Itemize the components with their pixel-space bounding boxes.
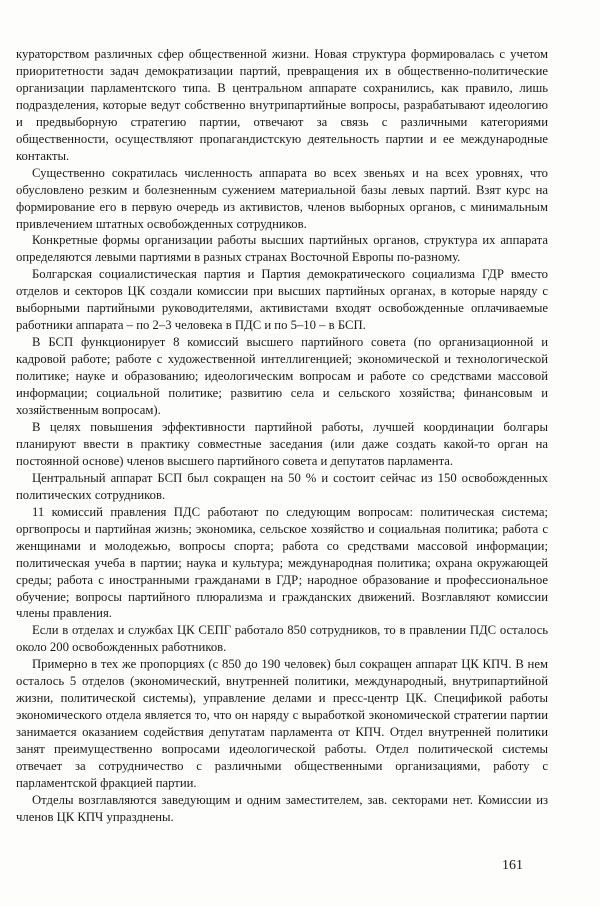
paragraph-10: Примерно в тех же пропорциях (с 850 до 190 человек) был сокращен аппарат ЦК КПЧ. В нем осталось 5 отделов (экономический, внутренней политики, международный, внутрипартийной жизни, политической системы), управление делами и пресс-центр ЦК. Спецификой работы экономического отдела является то, что он наряду с выработкой экономической стратегии партии занимается оказанием содействия депутатам парламента от КПЧ. Отдел внутренней политики занят преимущественно вопросами идеологической работы. Отдел политической системы отвечает за сотрудничество с различными общественными организациями, работу с парламентской фракцией партии. (16, 657, 548, 790)
paragraph-3: Конкретные формы организации работы высших партийных органов, структура их аппарата определяются левыми партиями в разных странах Восточной Европы по-разному. (16, 233, 548, 265)
paragraph-4: Болгарская социалистическая партия и Партия демократического социализма ГДР вместо отделов и секторов ЦК создали комиссии при высших партийных органах, в которые наряду с выборными партийными руководителями, активистами входят освобожденные оплачиваемые работники аппарата – по 2–3 человека в ПДС и по 5–10 – в БСП. (16, 267, 548, 333)
paragraph-5: В БСП функционирует 8 комиссий высшего партийного совета (по организационной и кадровой работе; работе с художественной интеллигенцией; экономической и технологической политике; науке и образованию; идеологическим вопросам и работе со средствами массовой информации; социальной политике; развитию села и сельского хозяйства; финансовым и хозяйственным вопросам). (16, 335, 548, 418)
paragraph-7: Центральный аппарат БСП был сокращен на 50 % и состоит сейчас из 150 освобожденных политических сотрудников. (16, 470, 548, 502)
body-text (16, 46, 548, 826)
page-number: 161 (502, 858, 523, 873)
paragraph-8: 11 комиссий правления ПДС работают по следующим вопросам: политическая система; оргвопросы и партийная жизнь; экономика, сельское хозяйство и социальная политика; работа с женщинами и молодежью, вопросы спорта; работа со средствами массовой информации; политическая учеба в партии; наука и культура; международная политика; охрана окружающей среды; работа с иностранными гражданами в ГДР; народное образование и профессиональное обучение; вопросы партийного плюрализма и гражданских движений. Возглавляют комиссии члены правления. (16, 504, 548, 621)
paragraph-9: Если в отделах и службах ЦК СЕПГ работало 850 сотрудников, то в правлении ПДС осталось около 200 освобожденных работников. (16, 623, 548, 655)
paragraph-11: Отделы возглавляются заведующим и одним заместителем, зав. секторами нет. Комиссии из членов ЦК КПЧ упразднены. (16, 792, 548, 824)
paragraph-1: кураторством различных сфер общественной жизни. Новая структура формировалась с учетом приоритетности задач демократизации партий, превращения их в общественно-политические организации парламентского типа. В центральном аппарате сохранились, как правило, лишь подразделения, которые ведут собственно внутрипартийные вопросы, разрабатывают идеологию и предвыборную стратегию партии, отвечают за связь с различными категориями общественности, осуществляют пропагандистскую деятельность партии и ее международные контакты. (16, 47, 548, 163)
paragraph-6: В целях повышения эффективности партийной работы, лучшей координации болгары планируют ввести в практику совместные заседания (или даже создать какой-то орган на постоянной основе) членов высшего партийного совета и депутатов парламента. (16, 419, 548, 468)
paragraph-2: Существенно сократилась численность аппарата во всех звеньях и на всех уровнях, что обусловлено резким и болезненным сужением материальной базы левых партий. Взят курс на формирование его в первую очередь из активистов, членов выборных органов, с минимальным привлечением штатных освобожденных сотрудников. (16, 165, 548, 231)
